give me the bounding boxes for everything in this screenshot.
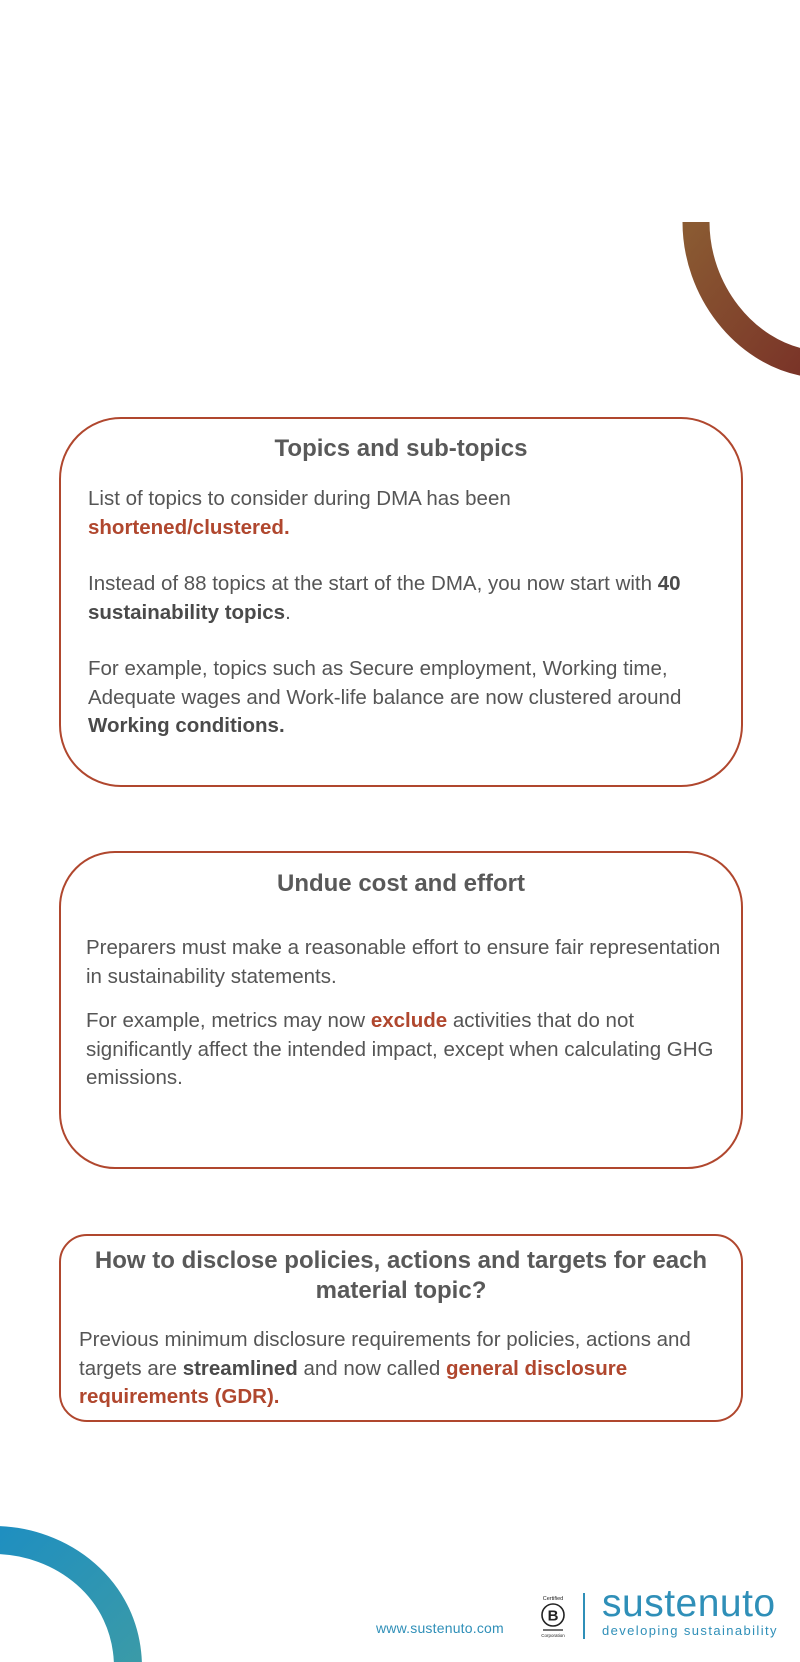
highlight-text: shortened/clustered.	[88, 515, 290, 539]
paragraph-text: Previous minimum disclosure requirements for policies, actions and targets are	[79, 1328, 691, 1380]
card-paragraph	[88, 655, 717, 741]
footer-divider	[583, 1593, 585, 1639]
highlight-text: general disclosure requirements (GDR).	[79, 1356, 628, 1408]
bold-text: 40 sustainability topics	[88, 572, 681, 624]
card-paragraph	[86, 934, 721, 991]
decorative-arc-top	[682, 222, 800, 376]
card-body	[86, 934, 721, 1093]
card-disclose-policies	[59, 1234, 743, 1422]
svg-text:B: B	[547, 1607, 559, 1625]
website-link[interactable]: www.sustenuto.com	[376, 1620, 504, 1636]
paragraph-text: For example, topics such as Secure employment, Working time, Adequate wages and Work-life balance are now clustered around	[88, 657, 682, 709]
card-undue-cost-and-effort	[59, 851, 743, 1169]
paragraph-text: For example, metrics may now	[86, 1009, 371, 1032]
b-corp-logo-icon	[538, 1594, 568, 1640]
paragraph-text: activities that do not significantly affect the intended impact, except when calculating GHG emissions.	[86, 1009, 714, 1089]
decorative-arc-bottom	[0, 1526, 142, 1662]
sustenuto-logo	[602, 1582, 782, 1638]
highlight-text: exclude	[370, 1009, 448, 1032]
bold-text: Working conditions.	[88, 714, 285, 737]
svg-text:Corporation: Corporation	[541, 1633, 565, 1638]
paragraph-text: .	[285, 600, 291, 624]
paragraph-text: Instead of 88 topics at the start of the DMA, you now start with	[88, 572, 658, 595]
card-paragraph	[88, 570, 717, 627]
card-body	[79, 1326, 713, 1412]
svg-text:Certified: Certified	[542, 1596, 564, 1602]
card-paragraph	[86, 1007, 721, 1093]
card-title: How to disclose policies, actions and targets for each material topic?	[94, 1247, 708, 1304]
card-title: Topics and sub-topics	[274, 435, 528, 462]
card-paragraph	[79, 1326, 713, 1412]
card-topics-and-subtopics	[59, 417, 743, 787]
card-body	[88, 485, 717, 741]
bold-text: streamlined	[182, 1356, 298, 1380]
card-paragraph	[88, 485, 717, 542]
paragraph-text: Preparers must make a reasonable effort to ensure fair representation in sustainability statements.	[86, 936, 721, 988]
brand-name: sustenuto	[602, 1582, 776, 1625]
paragraph-text: and now called	[297, 1356, 446, 1380]
card-title: Undue cost and effort	[276, 870, 525, 897]
brand-tagline: developing sustainability	[602, 1623, 778, 1638]
paragraph-text: List of topics to consider during DMA has been	[88, 487, 511, 510]
